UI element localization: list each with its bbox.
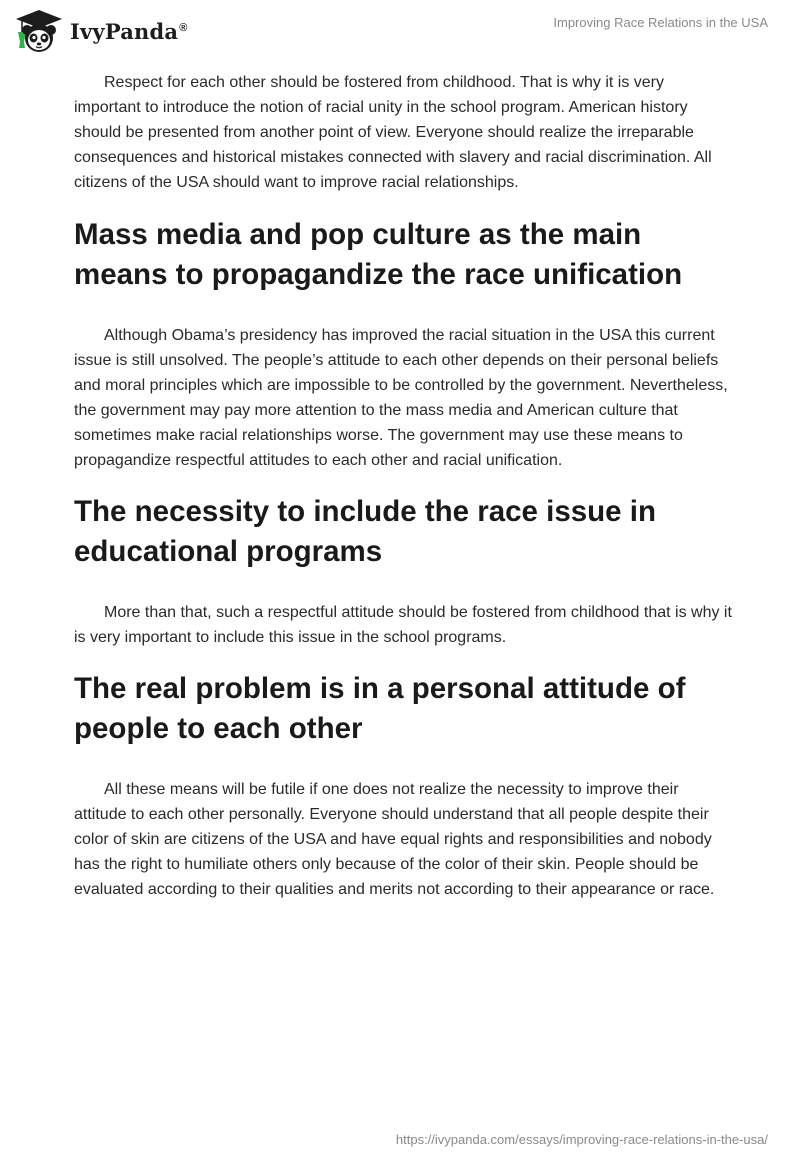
article-body [74, 70, 734, 902]
paragraph-respect-from-childhood: Respect for each other should be fostered from childhood. That is why it is very important to introduce the notion of racial unity in the school program. American history should be presented from another point of view. Everyone should realize the irreparable consequences and historical mistakes connected with slavery and racial discrimination. All citizens of the USA should want to improve racial relationships. [74, 74, 712, 191]
heading-educational-programs: The necessity to include the race issue in educational programs [74, 495, 657, 568]
heading-mass-media: Mass media and pop culture as the main means to propagandize the race unification [74, 218, 683, 291]
paragraph-school-programs: More than that, such a respectful attitude should be fostered from childhood that is why it is very important to include this issue in the school programs. [74, 604, 732, 646]
logo-wordmark: IvyPanda® [70, 18, 188, 44]
paragraph-obama-presidency: Although Obama’s presidency has improved the racial situation in the USA this current issue is still unsolved. The people’s attitude to each other depends on their personal beliefs and moral principles which are impossible to be controlled by the government. Nevertheless, the government may pay more attention to the mass media and American culture that sometimes make racial relationships worse. The government may use these means to propagandize respectful attitudes to each other and racial unification. [74, 327, 728, 469]
heading-personal-attitude: The real problem is in a personal attitude of people to each other [74, 672, 686, 745]
page-header [0, 0, 800, 60]
source-url-link[interactable]: https://ivypanda.com/essays/improving-race-relations-in-the-usa/ [395, 1132, 768, 1147]
registered-mark: ® [179, 21, 188, 34]
ivypanda-logo[interactable] [14, 8, 188, 54]
panda-graduate-icon [14, 8, 64, 54]
document-title: Improving Race Relations in the USA [553, 15, 768, 30]
paragraph-futile-means: All these means will be futile if one does not realize the necessity to improve their attitude to each other personally. Everyone should understand that all people despite their color of skin are citizens of the USA and have equal rights and responsibilities and nobody has the right to humiliate others only because of the color of their skin. People should be evaluated according to their qualities and merits not according to their appearance or race. [74, 781, 715, 898]
